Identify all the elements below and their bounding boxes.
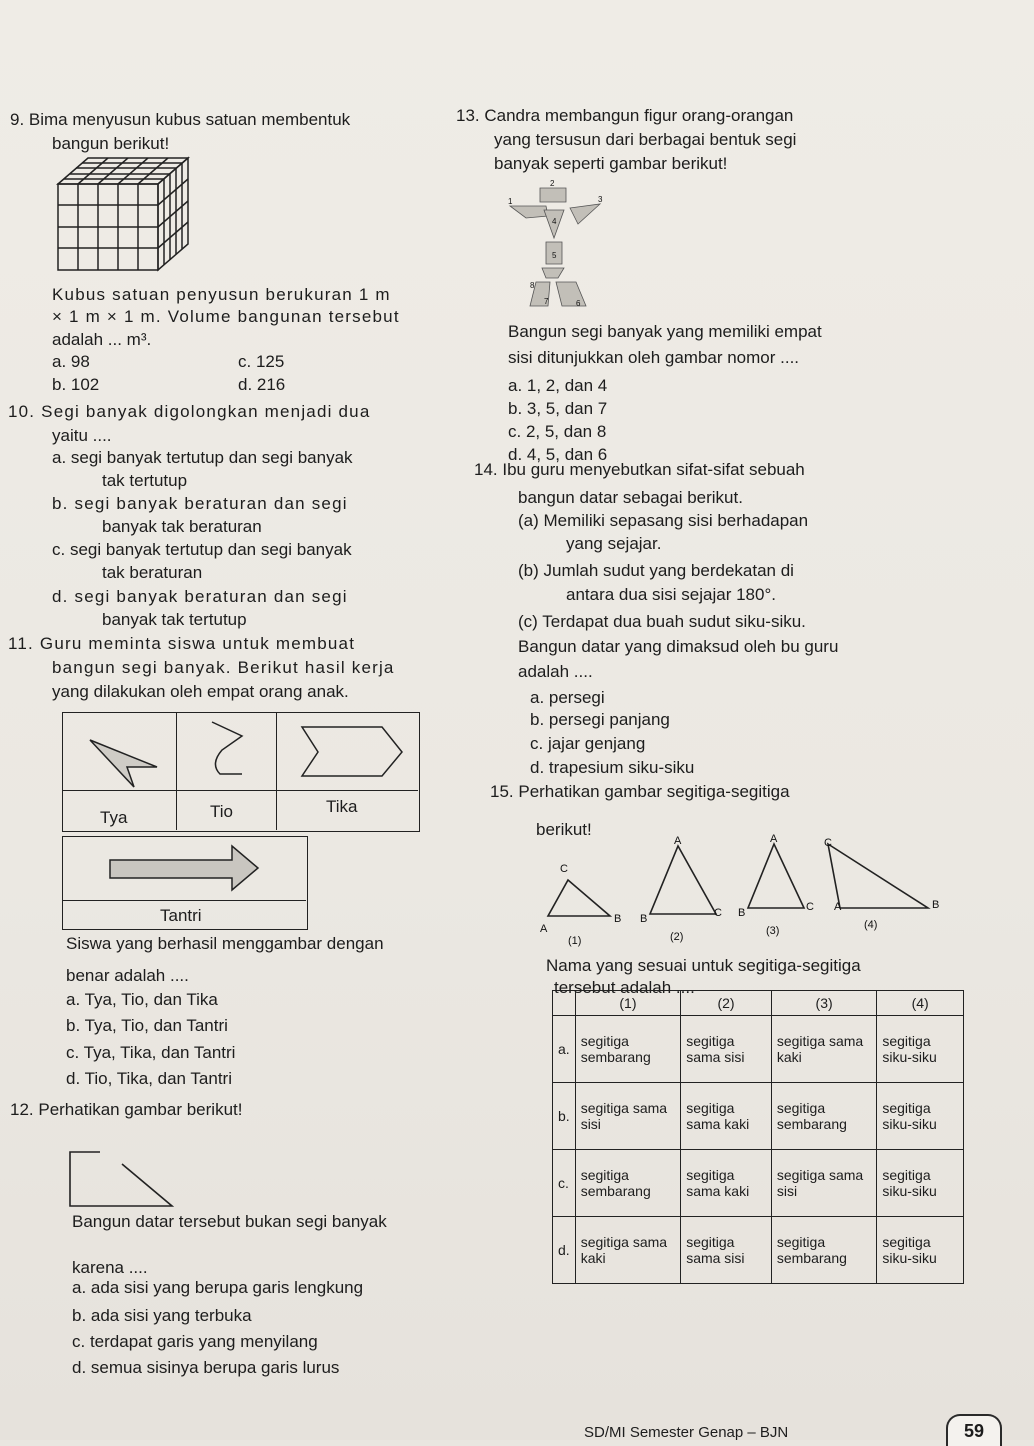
table-cell: segitiga siku-siku <box>877 1150 964 1217</box>
q12-line1: 12. Perhatikan gambar berikut! <box>10 1100 243 1119</box>
q13-option-d: d. 4, 5, dan 6 <box>508 445 608 464</box>
q10-option-a2: tak tertutup <box>102 471 188 490</box>
tantri-shape <box>62 836 306 900</box>
table-cell: c. <box>553 1150 576 1217</box>
q9-option-d: d. 216 <box>238 375 286 394</box>
q14-point-c: (c) Terdapat dua buah sudut siku-siku. <box>518 612 806 631</box>
svg-text:7: 7 <box>544 297 549 306</box>
svg-text:A: A <box>540 923 548 935</box>
q13-line5: sisi ditunjukkan oleh gambar nomor .... <box>508 348 800 367</box>
name-tio: Tio <box>210 802 233 821</box>
q11-line5: benar adalah .... <box>66 966 189 985</box>
q9-option-c: c. 125 <box>238 352 285 371</box>
q10-option-b2: banyak tak beraturan <box>102 517 262 536</box>
q14-option-b: b. persegi panjang <box>530 710 670 729</box>
q12-option-a: a. ada sisi yang berupa garis lengkung <box>72 1278 364 1297</box>
q11-option-a: a. Tya, Tio, dan Tika <box>66 990 218 1009</box>
q14-point-a2: yang sejajar. <box>566 534 662 553</box>
svg-text:C: C <box>714 907 722 919</box>
table-cell: segitiga sama kaki <box>771 1016 877 1083</box>
triangle-3 <box>748 844 804 908</box>
q10-option-a1: a. segi banyak tertutup dan segi banyak <box>52 448 353 467</box>
svg-text:B: B <box>614 913 622 925</box>
svg-text:2: 2 <box>550 179 555 188</box>
table-cell: segitiga siku-siku <box>877 1217 964 1284</box>
q9-line5: adalah ... m³. <box>52 330 152 349</box>
table-cell: segitiga sama sisi <box>771 1150 877 1217</box>
q9-line4: × 1 m × 1 m. Volume bangunan tersebut <box>52 307 400 326</box>
q12-option-d: d. semua sisinya berupa garis lurus <box>72 1358 340 1377</box>
q11-option-d: d. Tio, Tika, dan Tantri <box>66 1069 232 1088</box>
q15-line1: 15. Perhatikan gambar segitiga-segitiga <box>490 782 790 801</box>
q12-option-b: b. ada sisi yang terbuka <box>72 1306 252 1325</box>
q15-answer-table <box>552 990 964 1284</box>
q15-line3: Nama yang sesuai untuk segitiga-segitiga <box>546 956 861 975</box>
svg-text:5: 5 <box>552 251 557 260</box>
table-header: (1) <box>575 991 681 1016</box>
q13-line3: banyak seperti gambar berikut! <box>494 154 728 173</box>
q10-option-d1: d. segi banyak beraturan dan segi <box>52 587 348 606</box>
q13-line1: 13. Candra membangun figur orang-orangan <box>456 106 794 125</box>
q14-point-b1: (b) Jumlah sudut yang berdekatan di <box>518 561 794 580</box>
page-number: 59 <box>963 1421 985 1441</box>
svg-text:1: 1 <box>508 197 513 206</box>
q10-option-d2: banyak tak tertutup <box>102 610 247 629</box>
q15-line4: tersebut adalah .... <box>554 978 695 997</box>
q14-option-d: d. trapesium siku-siku <box>530 758 695 777</box>
table-cell: segitiga sembarang <box>771 1083 877 1150</box>
table-cell: segitiga sembarang <box>575 1150 681 1217</box>
svg-text:B: B <box>640 913 648 925</box>
page-number-badge <box>946 1414 1002 1446</box>
table-cell: segitiga sama sisi <box>575 1083 681 1150</box>
table-header: (4) <box>877 991 964 1016</box>
q12-open-shape <box>68 1146 188 1216</box>
q13-option-c: c. 2, 5, dan 8 <box>508 422 607 441</box>
tika-shape <box>302 727 402 776</box>
q13-line4: Bangun segi banyak yang memiliki empat <box>508 322 822 341</box>
q10-line2: yaitu .... <box>52 426 112 445</box>
table-cell: segitiga sembarang <box>575 1016 681 1083</box>
svg-text:B: B <box>932 899 940 911</box>
table-header <box>553 991 576 1016</box>
q11-option-c: c. Tya, Tika, dan Tantri <box>66 1043 236 1062</box>
q14-point-b2: antara dua sisi sejajar 180°. <box>566 585 776 604</box>
q14-point-a1: (a) Memiliki sepasang sisi berhadapan <box>518 511 809 530</box>
q13-option-b: b. 3, 5, dan 7 <box>508 399 608 418</box>
svg-text:A: A <box>770 833 778 845</box>
q9-line3: Kubus satuan penyusun berukuran 1 m <box>52 285 391 304</box>
q14-option-a: a. persegi <box>530 688 605 707</box>
svg-text:B: B <box>738 907 746 919</box>
table-header: (2) <box>681 991 772 1016</box>
table-cell: segitiga sama kaki <box>681 1150 772 1217</box>
table-cell: segitiga siku-siku <box>877 1083 964 1150</box>
q14-line2: bangun datar sebagai berikut. <box>518 488 743 507</box>
svg-text:C: C <box>560 863 568 875</box>
q9-option-a: a. 98 <box>52 352 90 371</box>
svg-text:(2): (2) <box>670 931 684 943</box>
svg-text:C: C <box>824 837 832 849</box>
table-cell: d. <box>553 1217 576 1284</box>
q13-line2: yang tersusun dari berbagai bentuk segi <box>494 130 797 149</box>
svg-text:A: A <box>674 835 682 847</box>
divider <box>62 900 306 901</box>
table-cell: segitiga sama kaki <box>681 1083 772 1150</box>
q15-line2: berikut! <box>536 820 592 839</box>
q14-line4: adalah .... <box>518 662 593 681</box>
table-cell: segitiga sembarang <box>771 1217 877 1284</box>
name-tika: Tika <box>326 797 358 816</box>
svg-text:C: C <box>806 901 814 913</box>
q10-option-c2: tak beraturan <box>102 563 203 582</box>
svg-text:3: 3 <box>598 195 603 204</box>
q12-line3: karena .... <box>72 1258 148 1277</box>
q14-line3: Bangun datar yang dimaksud oleh bu guru <box>518 637 839 656</box>
q11-line4: Siswa yang berhasil menggambar dengan <box>66 934 384 953</box>
triangle-2 <box>650 846 716 914</box>
q10-option-b1: b. segi banyak beraturan dan segi <box>52 494 348 513</box>
q11-line3: yang dilakukan oleh empat orang anak. <box>52 682 349 701</box>
q11-line1: 11. Guru meminta siswa untuk membuat <box>8 634 356 653</box>
tio-shape <box>212 722 242 774</box>
name-tantri: Tantri <box>160 906 202 925</box>
table-cell: a. <box>553 1016 576 1083</box>
triangle-1 <box>548 880 610 916</box>
svg-text:(3): (3) <box>766 925 780 937</box>
table-cell: segitiga sama sisi <box>681 1217 772 1284</box>
q11-line2: bangun segi banyak. Berikut hasil kerja <box>52 658 395 677</box>
table-cell: segitiga sama kaki <box>575 1217 681 1284</box>
table-header-row <box>553 991 964 1016</box>
svg-text:(1): (1) <box>568 935 582 947</box>
q9-option-b: b. 102 <box>52 375 100 394</box>
q12-line2: Bangun datar tersebut bukan segi banyak <box>72 1212 387 1231</box>
name-tya: Tya <box>100 808 128 827</box>
q12-option-c: c. terdapat garis yang menyilang <box>72 1332 318 1351</box>
cube-figure <box>58 158 198 276</box>
q10-line1: 10. Segi banyak digolongkan menjadi dua <box>8 402 371 421</box>
svg-text:A: A <box>834 901 842 913</box>
q13-option-a: a. 1, 2, dan 4 <box>508 376 608 395</box>
svg-text:4: 4 <box>552 217 557 226</box>
q11-shapes <box>62 712 418 792</box>
q9-line2: bangun berikut! <box>52 134 170 153</box>
svg-text:6: 6 <box>576 299 581 308</box>
svg-text:8: 8 <box>530 281 535 290</box>
table-row <box>553 1217 964 1284</box>
q13-figure <box>500 178 620 318</box>
q14-line1: 14. Ibu guru menyebutkan sifat-sifat sebuah <box>474 460 805 479</box>
footer-text: SD/MI Semester Genap – BJN <box>584 1424 789 1441</box>
q10-option-c1: c. segi banyak tertutup dan segi banyak <box>52 540 352 559</box>
q14-option-c: c. jajar genjang <box>530 734 646 753</box>
table-cell: segitiga siku-siku <box>877 1016 964 1083</box>
table-row <box>553 1083 964 1150</box>
table-row <box>553 1016 964 1083</box>
tya-shape <box>90 740 157 787</box>
triangle-4 <box>828 844 928 908</box>
q11-option-b: b. Tya, Tio, dan Tantri <box>66 1016 228 1035</box>
q15-triangles <box>538 833 948 947</box>
table-cell: b. <box>553 1083 576 1150</box>
q9-line1: 9. Bima menyusun kubus satuan membentuk <box>10 110 351 129</box>
table-row <box>553 1150 964 1217</box>
table-cell: segitiga sama sisi <box>681 1016 772 1083</box>
table-header: (3) <box>771 991 877 1016</box>
svg-text:(4): (4) <box>864 919 878 931</box>
